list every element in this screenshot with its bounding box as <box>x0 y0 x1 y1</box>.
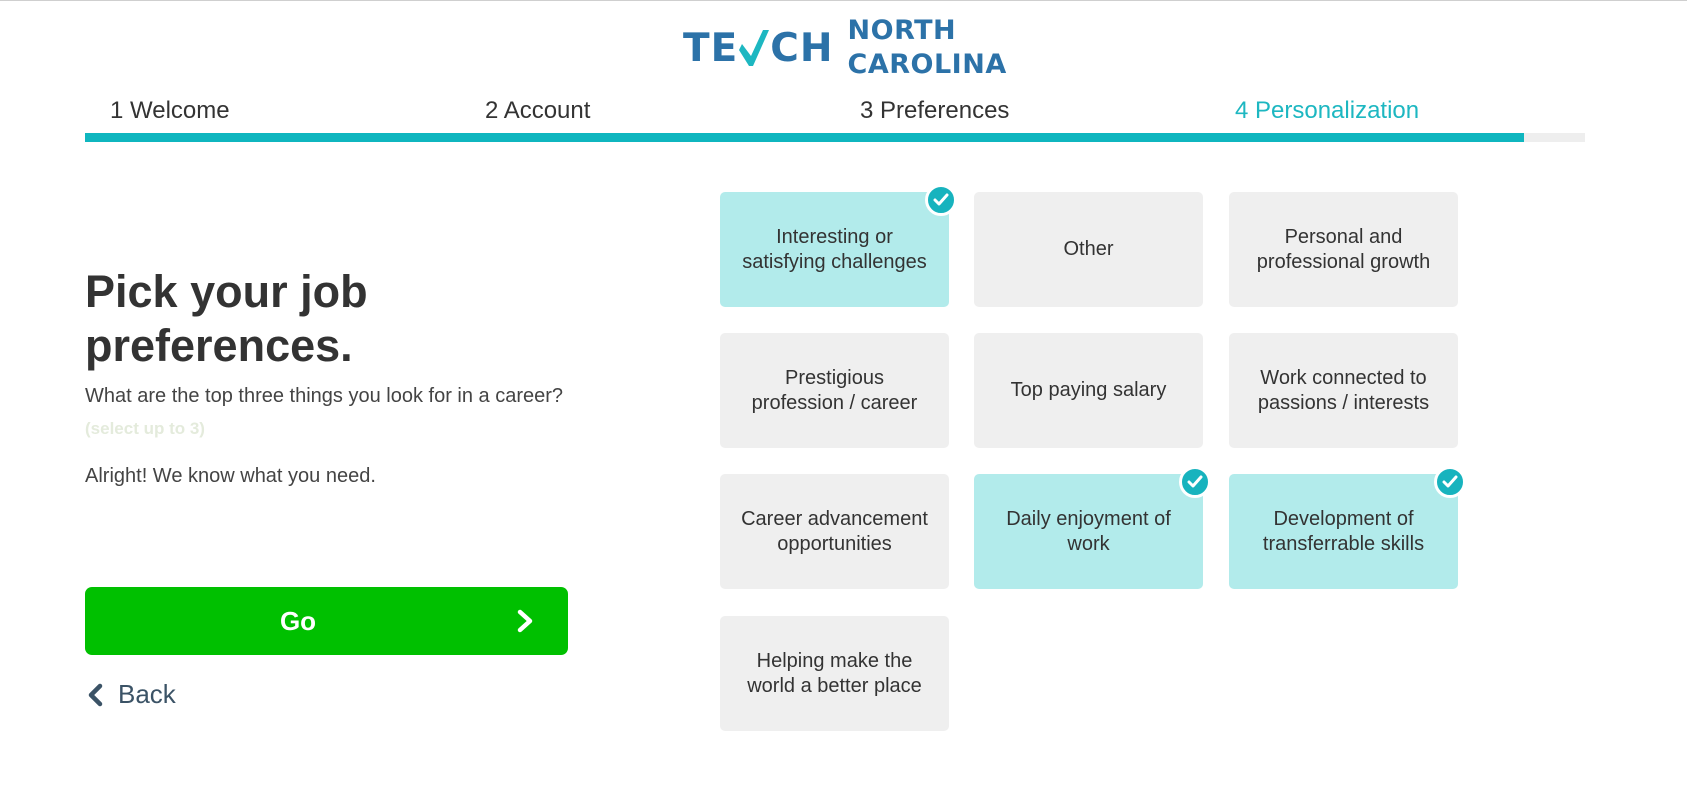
option-label: Prestigious profession / career <box>751 366 918 414</box>
selection-hint: (select up to 3) <box>85 419 205 438</box>
option-label: Interesting or satisfying challenges <box>742 225 927 273</box>
step-welcome[interactable]: 1 Welcome <box>110 97 230 124</box>
checkmark-icon <box>1434 466 1466 498</box>
logo-line-north: NORTH <box>847 15 957 46</box>
logo-teach-left: TE <box>683 25 739 71</box>
question-text: What are the top three things you look for in a career? <box>85 385 564 407</box>
option-label: Other <box>1063 238 1114 260</box>
chevron-left-icon <box>88 683 104 707</box>
option-label: Career advancement opportunities <box>741 507 928 555</box>
option-card-passions[interactable] <box>1229 333 1458 448</box>
back-link[interactable] <box>88 679 176 710</box>
option-card-better-world[interactable] <box>720 616 949 731</box>
logo-state-name <box>848 14 1007 82</box>
progress-bar <box>85 133 1585 142</box>
option-label: Personal and professional growth <box>1256 225 1431 273</box>
step-navigation <box>85 97 1585 131</box>
logo-teach-wordmark <box>683 13 834 83</box>
step-account[interactable]: 2 Account <box>485 97 591 124</box>
checkmark-icon <box>1179 466 1211 498</box>
option-card-transferrable-skills[interactable] <box>1229 474 1458 589</box>
page-title-line-1: Pick your job <box>85 266 368 317</box>
step-preferences[interactable]: 3 Preferences <box>860 97 1010 124</box>
option-label: Helping make the world a better place <box>747 649 922 697</box>
page-title <box>85 265 605 373</box>
option-card-daily-enjoyment[interactable] <box>974 474 1203 589</box>
go-button[interactable] <box>85 587 568 655</box>
logo-check-icon <box>739 28 769 68</box>
option-card-top-salary[interactable] <box>974 333 1203 448</box>
option-label: Development of transferrable skills <box>1262 507 1425 555</box>
option-label: Top paying salary <box>1010 379 1167 401</box>
back-link-label: Back <box>118 679 176 709</box>
checkmark-icon <box>925 184 957 216</box>
go-button-label: Go <box>279 606 317 636</box>
page-title-line-2: preferences. <box>85 320 353 371</box>
option-card-career-advancement[interactable] <box>720 474 949 589</box>
option-card-interesting-challenges[interactable] <box>720 192 949 307</box>
logo-teach-right: CH <box>770 25 834 71</box>
option-card-other[interactable] <box>974 192 1203 307</box>
option-card-prestigious-profession[interactable] <box>720 333 949 448</box>
teach-nc-logo <box>683 13 1007 83</box>
logo-line-carolina: CAROLINA <box>847 49 1007 80</box>
feedback-text: Alright! We know what you need. <box>85 465 376 487</box>
progress-bar-fill <box>85 133 1524 142</box>
chevron-right-icon <box>514 609 536 633</box>
step-personalization[interactable]: 4 Personalization <box>1235 97 1420 124</box>
option-label: Work connected to passions / interests <box>1257 366 1430 414</box>
option-label: Daily enjoyment of work <box>1006 507 1171 555</box>
option-card-personal-growth[interactable] <box>1229 192 1458 307</box>
